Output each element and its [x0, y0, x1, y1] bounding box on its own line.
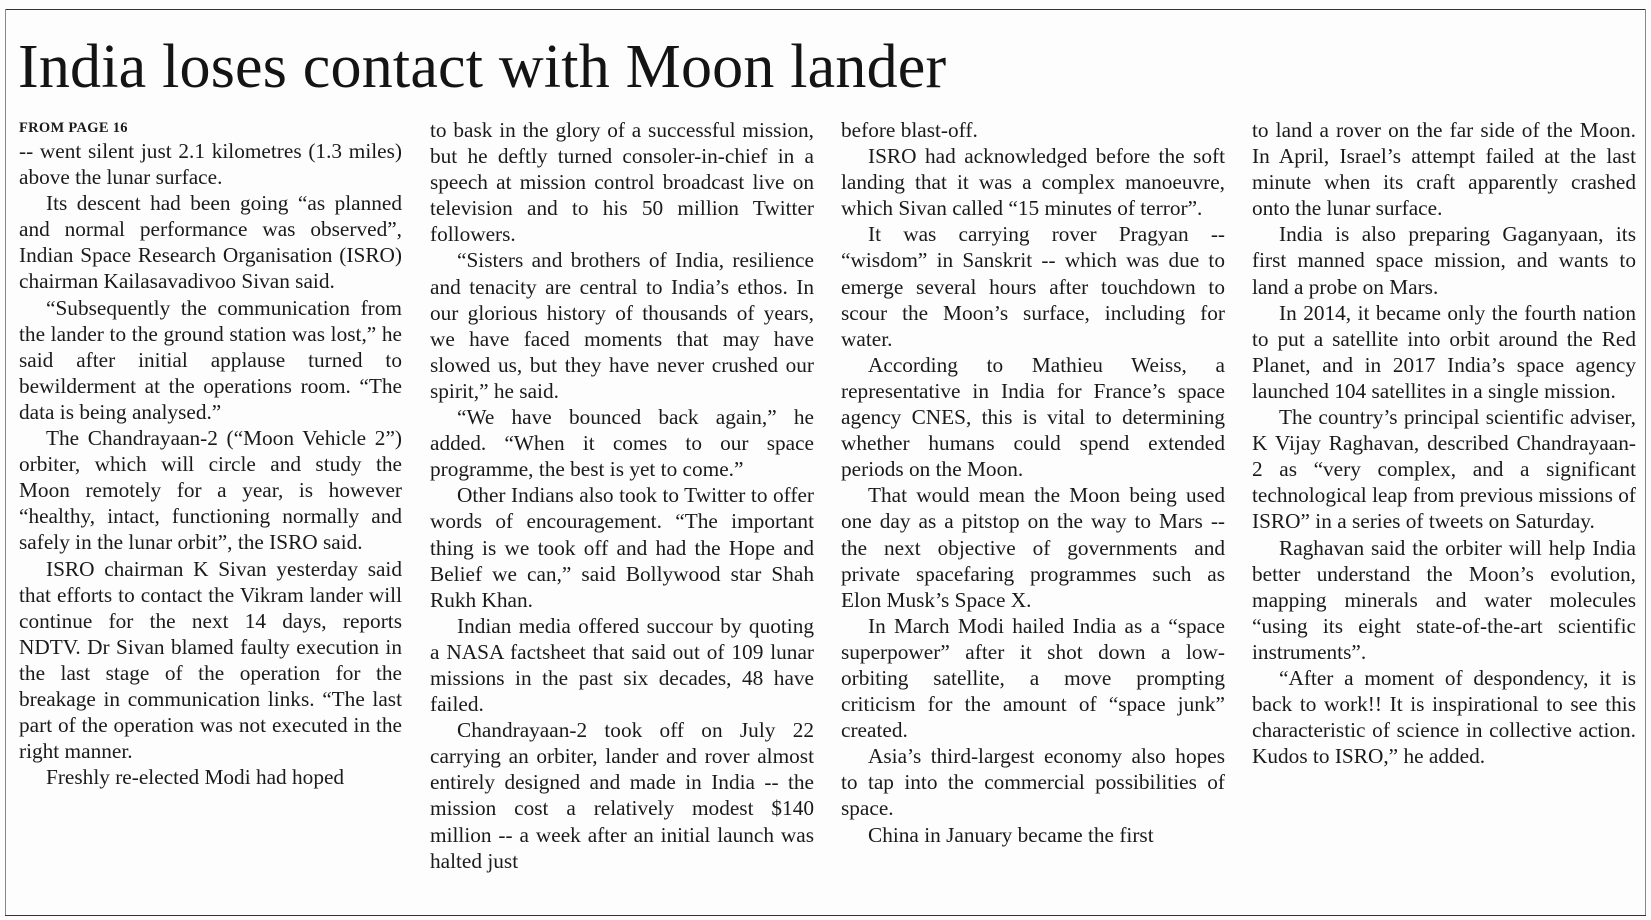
paragraph: In March Modi hailed India as a “space superpower” after it shot down a low-orbiting satellite, a move prompting criticism for the amount of “space junk” created.: [841, 613, 1225, 743]
paragraph: to land a rover on the far side of the Moon. In April, Israel’s attempt failed at the last minute when its craft apparently crashed onto the lunar surface.: [1252, 118, 1636, 221]
paragraph: “We have bounced back again,” he added. “When it comes to our space programme, the best is yet to come.”: [430, 405, 814, 482]
paragraph: China in January became the first: [868, 822, 1154, 847]
dateline: FROM PAGE 16: [19, 120, 128, 136]
column-3: [841, 117, 1225, 907]
paragraph: Indian media offered succour by quoting a NASA factsheet that said out of 109 lunar missions in the past six decades, 48 have failed.: [430, 613, 814, 717]
right-rule: [1645, 9, 1646, 916]
headline: India loses contact with Moon lander: [18, 33, 947, 101]
left-rule: [5, 9, 6, 916]
paragraph: -- went silent just 2.1 kilometres (1.3 miles) above the lunar surface.: [19, 139, 402, 190]
paragraph: ISRO had acknowledged before the soft landing that it was a complex manoeuvre, which Sivan called “15 minutes of terror”.: [841, 144, 1225, 221]
paragraph: Other Indians also took to Twitter to offer words of encouragement. “The important thing is we took off and had the Hope and Belief we can,” said Bollywood star Shah Rukh Khan.: [430, 483, 814, 612]
column-2: [430, 117, 814, 907]
column-1: [19, 117, 402, 907]
paragraph: “Subsequently the communication from the lander to the ground station was lost,” he said after initial applause turned to bewilderment at the operations room. “The data is being analysed.”: [19, 295, 402, 424]
paragraph: “Sisters and brothers of India, resilience and tenacity are central to India’s ethos. In our glorious history of thousands of years, we have faced moments that may have slowed us, but they have never crushed our spirit,” he said.: [430, 248, 814, 403]
paragraph: Its descent had been going “as planned and normal performance was observed”, Indian Space Research Organisation (ISRO) chairman Kailasavadivoo Sivan said.: [19, 191, 402, 294]
paragraph: Raghavan said the orbiter will help India better understand the Moon’s evolution, mapping minerals and water molecules “using its eight state-of-the-art scientific instruments”.: [1252, 535, 1636, 664]
paragraph: “After a moment of despondency, it is back to work!! It is inspirational to see this characteristic of science in collective action. Kudos to ISRO,” he added.: [1252, 665, 1636, 769]
paragraph: Asia’s third-largest economy also hopes to tap into the commercial possibilities of space.: [841, 744, 1225, 821]
paragraph: Chandrayaan-2 took off on July 22 carrying an orbiter, lander and rover almost entirely designed and made in India -- the mission cost a relatively modest $140 million -- a week after an initial launch was halted just: [430, 718, 814, 873]
paragraph: before blast-off.: [841, 118, 978, 142]
paragraph: In 2014, it became only the fourth nation to put a satellite into orbit around the Red Planet, and in 2017 India’s space agency launched 104 satellites in a single mission.: [1252, 300, 1636, 403]
paragraph: That would mean the Moon being used one day as a pitstop on the way to Mars -- the next objective of governments and private spacefaring programmes such as Elon Musk’s Space X.: [841, 483, 1225, 612]
paragraph: It was carrying rover Pragyan -- “wisdom” in Sanskrit -- which was due to emerge several hours after touchdown to scour the Moon’s surface, including for water.: [841, 222, 1225, 351]
paragraph: According to Mathieu Weiss, a representative in India for France’s space agency CNES, this is vital to determining whether humans could spend extended periods on the Moon.: [841, 352, 1225, 482]
paragraph: ISRO chairman K Sivan yesterday said that efforts to contact the Vikram lander will continue for the next 14 days, reports NDTV. Dr Sivan blamed faulty execution in the last stage of the operation for the breakage in communication links. “The last part of the operation was not executed in the right manner.: [19, 556, 402, 764]
paragraph: India is also preparing Gaganyaan, its first manned space mission, and wants to land a probe on Mars.: [1252, 222, 1636, 299]
paragraph: The country’s principal scientific adviser, K Vijay Raghavan, described Chandrayaan-2 as “very complex, and a significant technological leap from previous missions of ISRO” in a series of tweets on Saturday.: [1252, 405, 1636, 534]
paragraph: to bask in the glory of a successful mission, but he deftly turned consoler-in-chief in a speech at mission control broadcast live on television and to his 50 million Twitter followers.: [430, 118, 814, 247]
top-rule: [5, 9, 1646, 10]
paragraph: Freshly re-elected Modi had hoped: [46, 765, 345, 790]
paragraph: The Chandrayaan-2 (“Moon Vehicle 2”) orbiter, which will circle and study the Moon remotely for a year, is however “healthy, intact, functioning normally and safely in the lunar orbit”, the ISRO said.: [19, 426, 402, 555]
column-4: [1252, 117, 1636, 907]
bottom-rule: [5, 915, 1646, 916]
